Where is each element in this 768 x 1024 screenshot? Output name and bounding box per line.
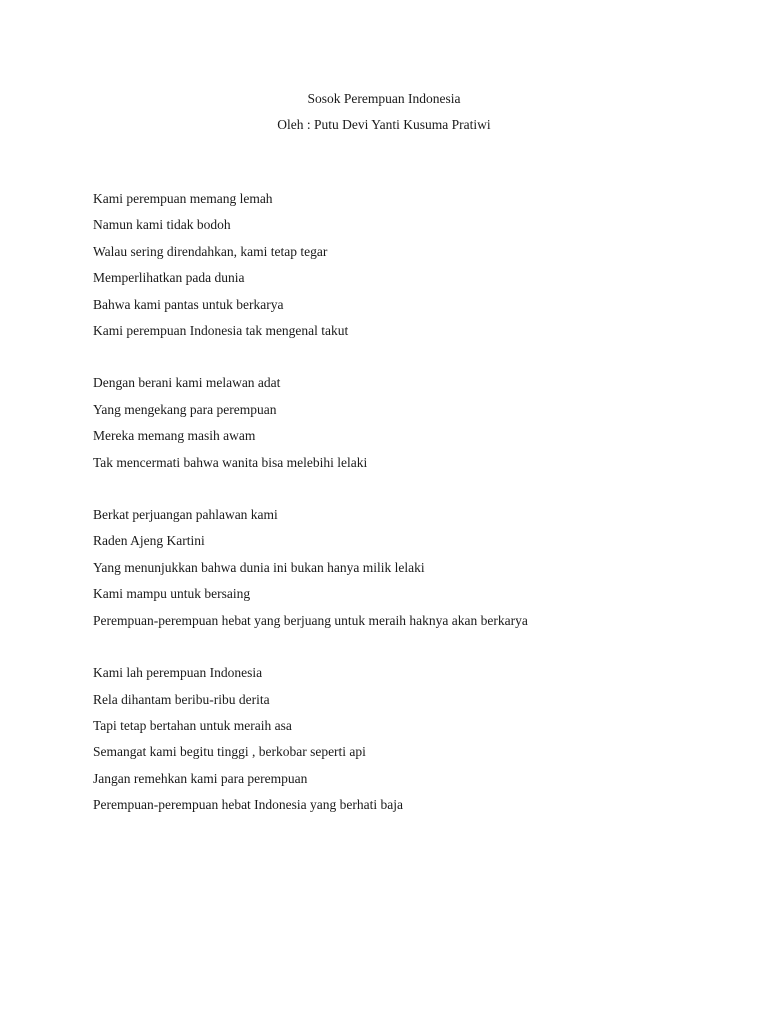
poem-line: Walau sering direndahkan, kami tetap tegar: [93, 243, 328, 259]
poem-line: Kami mampu untuk bersaing: [93, 586, 251, 602]
poem-line: Tapi tetap bertahan untuk meraih asa: [93, 717, 292, 733]
poem-line: Berkat perjuangan pahlawan kami: [93, 507, 278, 523]
document-header: [0, 86, 768, 138]
page-title: Sosok Perempuan Indonesia: [307, 91, 461, 106]
poem-line: Mereka memang masih awam: [93, 428, 256, 444]
poem-line: Dengan berani kami melawan adat: [93, 375, 281, 391]
poem-line: Memperlihatkan pada dunia: [93, 270, 245, 286]
poem-body: [93, 186, 733, 845]
poem-line: Kami lah perempuan Indonesia: [93, 665, 263, 681]
stanza-4: [93, 660, 733, 818]
poem-line: Jangan remehkan kami para perempuan: [93, 770, 308, 786]
poem-line: Yang mengekang para perempuan: [93, 401, 277, 417]
poem-line: Perempuan-perempuan hebat yang berjuang untuk meraih haknya akan berkarya: [93, 612, 528, 628]
poem-line: Rela dihantam beribu-ribu derita: [93, 691, 270, 707]
poem-line: Kami perempuan Indonesia tak mengenal takut: [93, 323, 349, 339]
poem-line: Bahwa kami pantas untuk berkarya: [93, 296, 284, 312]
author-line: Oleh : Putu Devi Yanti Kusuma Pratiwi: [277, 117, 491, 132]
poem-line: Perempuan-perempuan hebat Indonesia yang berhati baja: [93, 797, 403, 813]
poem-line: Semangat kami begitu tinggi , berkobar seperti api: [93, 744, 366, 760]
poem-line: Raden Ajeng Kartini: [93, 533, 205, 549]
poem-line: Kami perempuan memang lemah: [93, 191, 273, 206]
poem-line: Namun kami tidak bodoh: [93, 217, 231, 233]
poem-line: Tak mencermati bahwa wanita bisa melebihi lelaki: [93, 454, 368, 470]
stanza-3: [93, 502, 733, 634]
stanza-2: [93, 370, 733, 476]
stanza-1: [93, 186, 733, 344]
poem-line: Yang menunjukkan bahwa dunia ini bukan hanya milik lelaki: [93, 559, 425, 575]
